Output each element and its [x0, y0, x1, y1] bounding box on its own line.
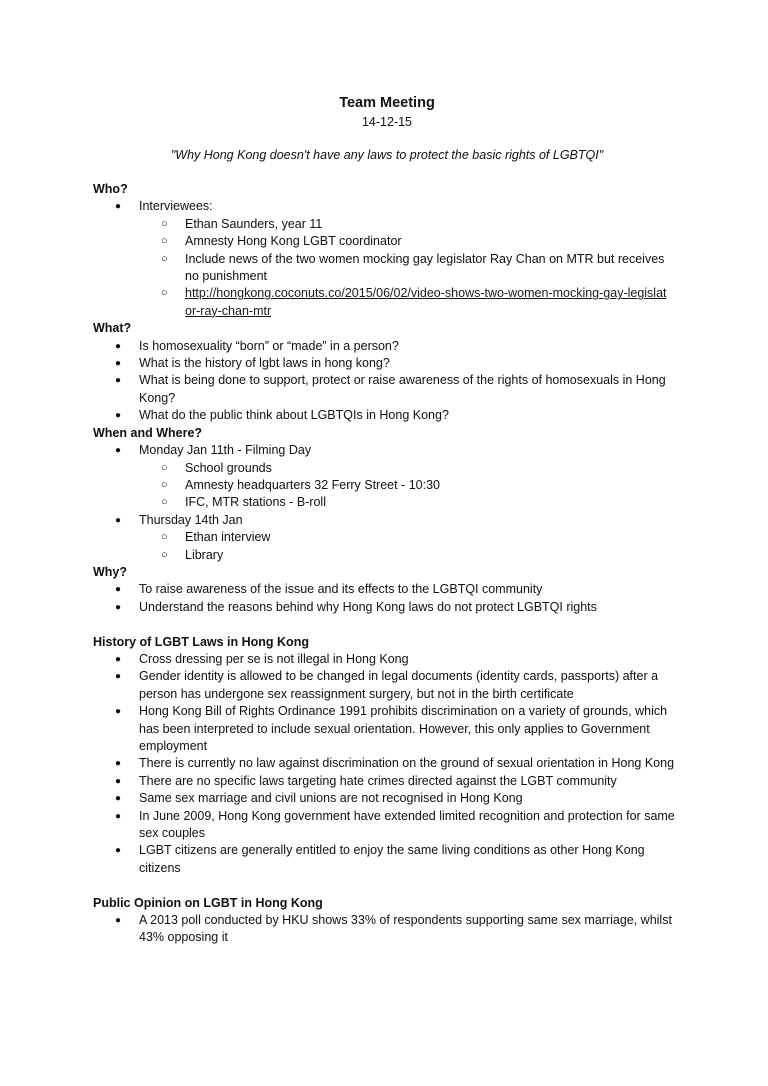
bullet-icon: ●: [115, 671, 122, 683]
list-item-text: In June 2009, Hong Kong government have extended limited recognition and protection for same sex couples: [139, 808, 675, 841]
circle-bullet-icon: ○: [161, 548, 168, 561]
bullet-icon: ●: [115, 358, 122, 370]
day2-sublist: [139, 529, 681, 564]
list-item: [93, 912, 681, 947]
list-item: [93, 581, 681, 598]
sub-list-item: [139, 233, 681, 250]
section-heading-what: What?: [93, 321, 132, 336]
section-heading-history: History of LGBT Laws in Hong Kong: [93, 634, 309, 649]
document-page: [93, 94, 681, 947]
list-item: [93, 755, 681, 772]
list-item-text: Understand the reasons behind why Hong Kong laws do not protect LGBTQI rights: [139, 599, 597, 614]
who-sublist: [139, 216, 681, 320]
bullet-icon: ●: [115, 915, 122, 927]
sub-list-item: [139, 251, 681, 286]
bullet-icon: ●: [115, 775, 122, 787]
document-title: Team Meeting: [339, 95, 435, 111]
list-item-text: Thursday 14th Jan: [139, 512, 243, 527]
sub-list-item-text: Ethan Saunders, year 11: [185, 216, 323, 231]
circle-bullet-icon: ○: [161, 252, 168, 265]
circle-bullet-icon: ○: [161, 217, 168, 230]
section-heading-public-opinion: Public Opinion on LGBT in Hong Kong: [93, 895, 323, 910]
list-item-text: What is being done to support, protect or raise awareness of the rights of homosexuals in Hong Kong?: [139, 373, 666, 405]
section-heading-when-where: When and Where?: [93, 425, 203, 440]
circle-bullet-icon: ○: [161, 235, 168, 248]
circle-bullet-icon: ○: [161, 496, 168, 509]
bullet-icon: ●: [115, 584, 122, 596]
list-item-text: Monday Jan 11th - Filming Day: [139, 443, 312, 458]
list-item: [93, 808, 681, 843]
news-link-part1: http://hongkong.coconuts.co/2015/06/02/video-shows-two-women-mocking-gay-legislat: [185, 286, 667, 301]
list-item-text: Same sex marriage and civil unions are not recognised in Hong Kong: [139, 791, 523, 806]
list-item-text: Gender identity is allowed to be changed in legal documents (identity cards, passports) after a person has undergone sex reassignment surgery, but not in the birth certificate: [139, 669, 659, 701]
sub-list-item: [139, 529, 681, 546]
list-item-text: What is the history of lgbt laws in hong kong?: [139, 356, 390, 371]
sub-list-item: [139, 285, 681, 320]
list-item: [93, 355, 681, 372]
section-heading-who: Who?: [93, 182, 128, 196]
list-item: [93, 842, 681, 877]
list-item: [93, 703, 681, 755]
history-list: [93, 651, 681, 877]
sub-list-item-text: Amnesty Hong Kong LGBT coordinator: [185, 234, 402, 249]
list-item: [93, 773, 681, 790]
circle-bullet-icon: ○: [161, 478, 168, 491]
bullet-icon: ●: [115, 845, 122, 857]
news-link-part2: or-ray-chan-mtr: [185, 303, 272, 318]
document-quote: "Why Hong Kong doesn't have any laws to protect the basic rights of LGBTQI": [170, 148, 604, 162]
opinion-list: [93, 912, 681, 947]
list-item: [93, 407, 681, 424]
list-item-text: A 2013 poll conducted by HKU shows 33% of respondents supporting same sex marriage, whilst 43% opposing it: [139, 913, 672, 945]
bullet-icon: ●: [115, 410, 122, 422]
bullet-icon: ●: [115, 810, 122, 822]
circle-bullet-icon: ○: [161, 287, 168, 300]
sub-list-item-text: Include news of the two women mocking gay legislator Ray Chan on MTR but receives no punishment: [185, 251, 665, 284]
sub-list-item-text: Library: [185, 547, 224, 562]
bullet-icon: ●: [115, 445, 122, 457]
sub-list-item: [139, 460, 681, 477]
list-item: [93, 198, 681, 320]
list-item: [93, 651, 681, 668]
list-item-text: There is currently no law against discrimination on the ground of sexual orientation in Hong Kong: [139, 756, 675, 771]
sub-list-item: [139, 216, 681, 233]
news-link[interactable]: [185, 286, 667, 317]
section-heading-why: Why?: [93, 564, 128, 579]
list-item-text: What do the public think about LGBTQIs in Hong Kong?: [139, 408, 449, 423]
list-item: [93, 668, 681, 703]
what-list: [93, 338, 681, 425]
document-date: 14-12-15: [361, 115, 413, 129]
list-item: [93, 599, 681, 616]
list-item-text: Is homosexuality “born” or “made” in a person?: [139, 338, 399, 353]
sub-list-item-text: Amnesty headquarters 32 Ferry Street - 10:30: [185, 477, 440, 492]
circle-bullet-icon: ○: [161, 531, 168, 544]
sub-list-item-text: Ethan interview: [185, 530, 271, 545]
sub-list-item: [139, 547, 681, 564]
bullet-icon: ●: [115, 793, 122, 805]
bullet-icon: ●: [115, 758, 122, 770]
list-item: [93, 512, 681, 564]
bullet-icon: ●: [115, 201, 122, 213]
list-item-text: Hong Kong Bill of Rights Ordinance 1991 prohibits discrimination on a variety of grounds, which has been interpreted to include sexual orientation. However, this only applies to Government employment: [139, 704, 668, 753]
sub-list-item-text: School grounds: [185, 460, 272, 475]
why-list: [93, 581, 681, 616]
sub-list-item-text: IFC, MTR stations - B-roll: [185, 495, 326, 510]
bullet-icon: ●: [115, 375, 122, 387]
list-item-text: To raise awareness of the issue and its effects to the LGBTQI community: [139, 582, 543, 597]
when-where-list: [93, 442, 681, 564]
list-item: [93, 790, 681, 807]
bullet-icon: ●: [115, 340, 122, 352]
list-item: [93, 338, 681, 355]
list-item-text: LGBT citizens are generally entitled to enjoy the same living conditions as other Hong Kong citizens: [139, 843, 645, 875]
sub-list-item: [139, 494, 681, 511]
bullet-icon: ●: [115, 601, 122, 613]
sub-list-item: [139, 477, 681, 494]
list-item-text: There are no specific laws targeting hate crimes directed against the LGBT community: [139, 773, 617, 788]
list-item: [93, 372, 681, 407]
list-item: [93, 442, 681, 512]
bullet-icon: ●: [115, 653, 122, 665]
circle-bullet-icon: ○: [161, 461, 168, 474]
list-item-text: Cross dressing per se is not illegal in Hong Kong: [139, 651, 409, 666]
who-list: [93, 198, 681, 320]
list-item-text: Interviewees:: [139, 199, 213, 214]
bullet-icon: ●: [115, 706, 122, 718]
bullet-icon: ●: [115, 514, 122, 526]
day1-sublist: [139, 460, 681, 512]
